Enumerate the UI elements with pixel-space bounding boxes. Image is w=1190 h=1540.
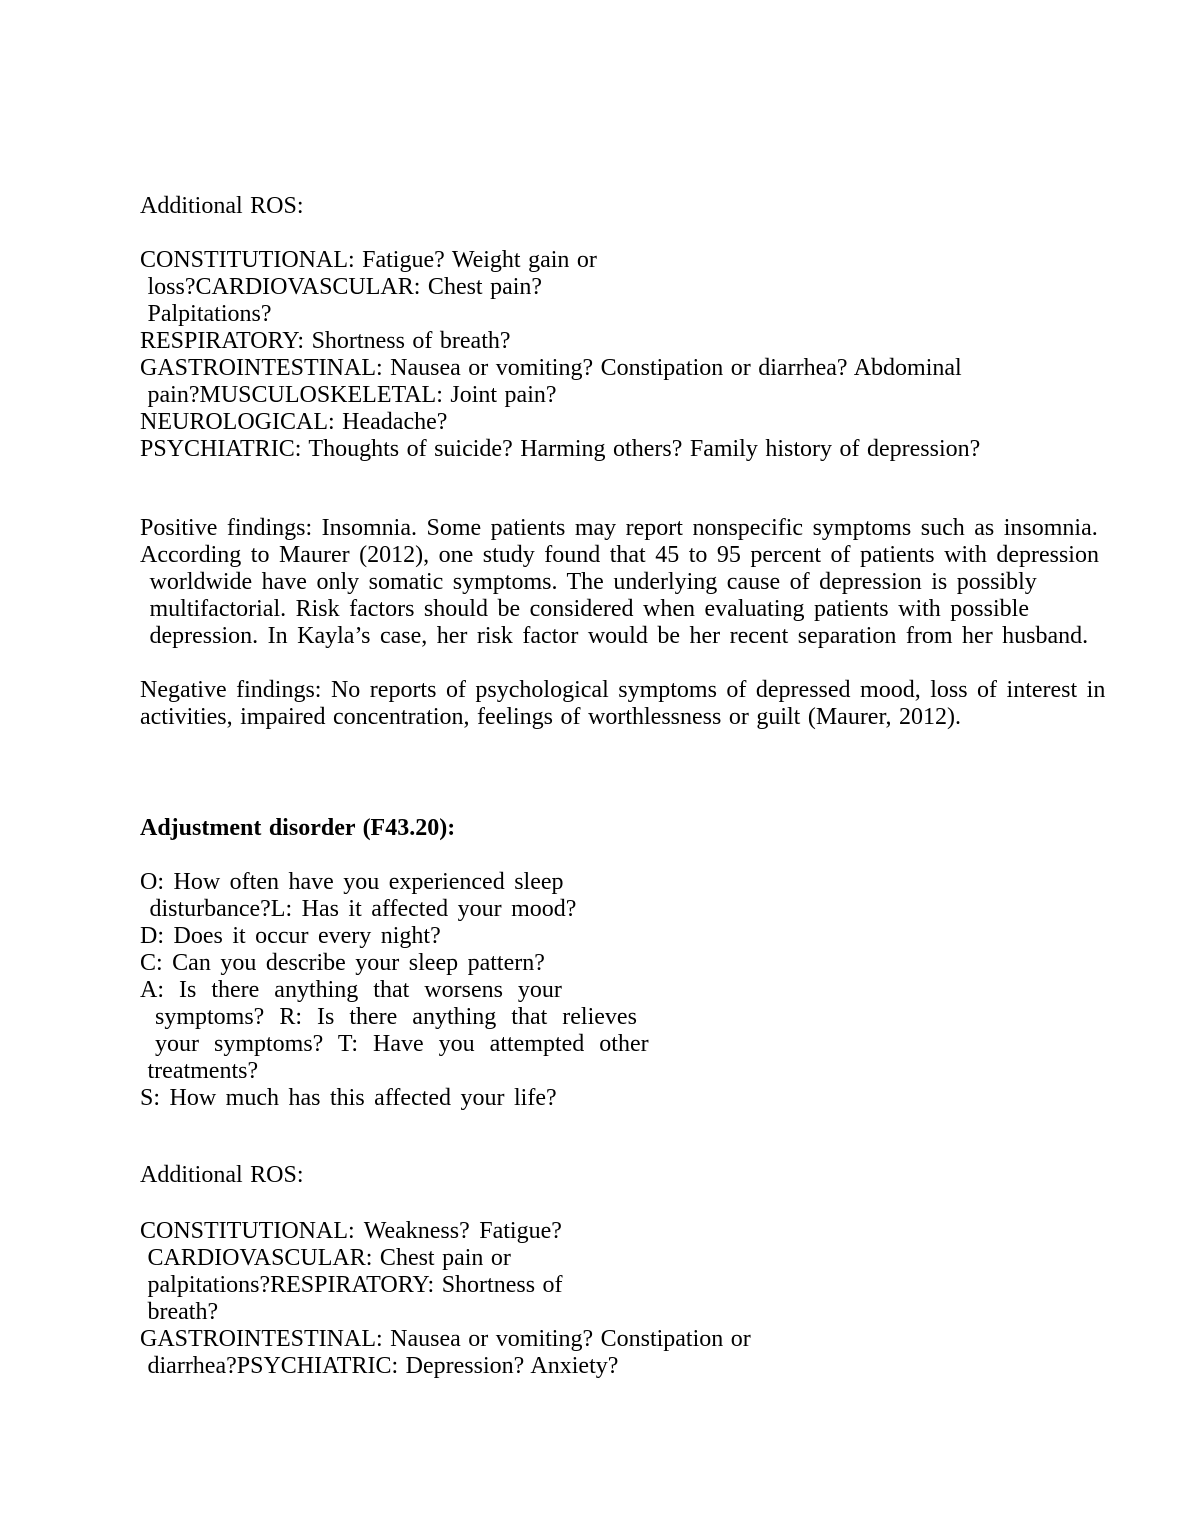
additional-ros-heading-1 xyxy=(140,193,1060,220)
text-line: GASTROINTESTINAL: Nausea or vomiting? Constipation or xyxy=(140,1326,751,1352)
text-line: multifactorial. Risk factors should be considered when evaluating patients with possible xyxy=(140,596,1029,622)
text-line: breath? xyxy=(140,1299,219,1325)
text-line: CARDIOVASCULAR: Chest pain or xyxy=(140,1245,511,1271)
text-line: CONSTITUTIONAL: Weakness? Fatigue? xyxy=(140,1218,562,1244)
positive-findings-paragraph xyxy=(140,515,1099,650)
text-line: disturbance?L: Has it affected your mood? xyxy=(140,896,577,922)
text-line: activities, impaired concentration, feelings of worthlessness or guilt (Maurer, 2012). xyxy=(140,704,961,730)
text-line: symptoms? R: Is there anything that relieves xyxy=(140,1004,637,1030)
adjustment-disorder-heading xyxy=(140,815,1060,842)
text-line: RESPIRATORY: Shortness of breath? xyxy=(140,328,511,354)
text-line: worldwide have only somatic symptoms. The underlying cause of depression is possibly xyxy=(140,569,1037,595)
text-line: loss?CARDIOVASCULAR: Chest pain? xyxy=(140,274,543,300)
text-line: your symptoms? T: Have you attempted other xyxy=(140,1031,649,1057)
oldcarts-questions xyxy=(140,869,1060,1112)
text-line: Adjustment disorder (F43.20): xyxy=(140,815,456,841)
ros-review-2 xyxy=(140,1218,1060,1380)
text-line: NEUROLOGICAL: Headache? xyxy=(140,409,448,435)
additional-ros-heading-2 xyxy=(140,1162,1060,1189)
text-line: A: Is there anything that worsens your xyxy=(140,977,562,1003)
text-line: Palpitations? xyxy=(140,301,272,327)
text-line: depression. In Kayla’s case, her risk factor would be her recent separation from her husband. xyxy=(140,623,1089,649)
text-line: Positive findings: Insomnia. Some patients may report nonspecific symptoms such as insomnia. xyxy=(140,515,1098,541)
text-line: C: Can you describe your sleep pattern? xyxy=(140,950,545,976)
text-line: D: Does it occur every night? xyxy=(140,923,441,949)
text-line: PSYCHIATRIC: Thoughts of suicide? Harming others? Family history of depression? xyxy=(140,436,981,462)
text-line: palpitations?RESPIRATORY: Shortness of xyxy=(140,1272,563,1298)
text-line: Negative findings: No reports of psychological symptoms of depressed mood, loss of interest in xyxy=(140,677,1106,703)
text-line: treatments? xyxy=(140,1058,259,1084)
text-line: CONSTITUTIONAL: Fatigue? Weight gain or xyxy=(140,247,597,273)
text-line: pain?MUSCULOSKELETAL: Joint pain? xyxy=(140,382,557,408)
text-line: Additional ROS: xyxy=(140,193,304,219)
text-line: GASTROINTESTINAL: Nausea or vomiting? Constipation or diarrhea? Abdominal xyxy=(140,355,962,381)
text-line: diarrhea?PSYCHIATRIC: Depression? Anxiety? xyxy=(140,1353,619,1379)
text-line: O: How often have you experienced sleep xyxy=(140,869,564,895)
ros-review-1 xyxy=(140,247,1060,463)
text-line: According to Maurer (2012), one study found that 45 to 95 percent of patients with depression xyxy=(140,542,1099,568)
text-line: Additional ROS: xyxy=(140,1162,304,1188)
text-line: S: How much has this affected your life? xyxy=(140,1085,557,1111)
negative-findings-paragraph xyxy=(140,677,1106,731)
